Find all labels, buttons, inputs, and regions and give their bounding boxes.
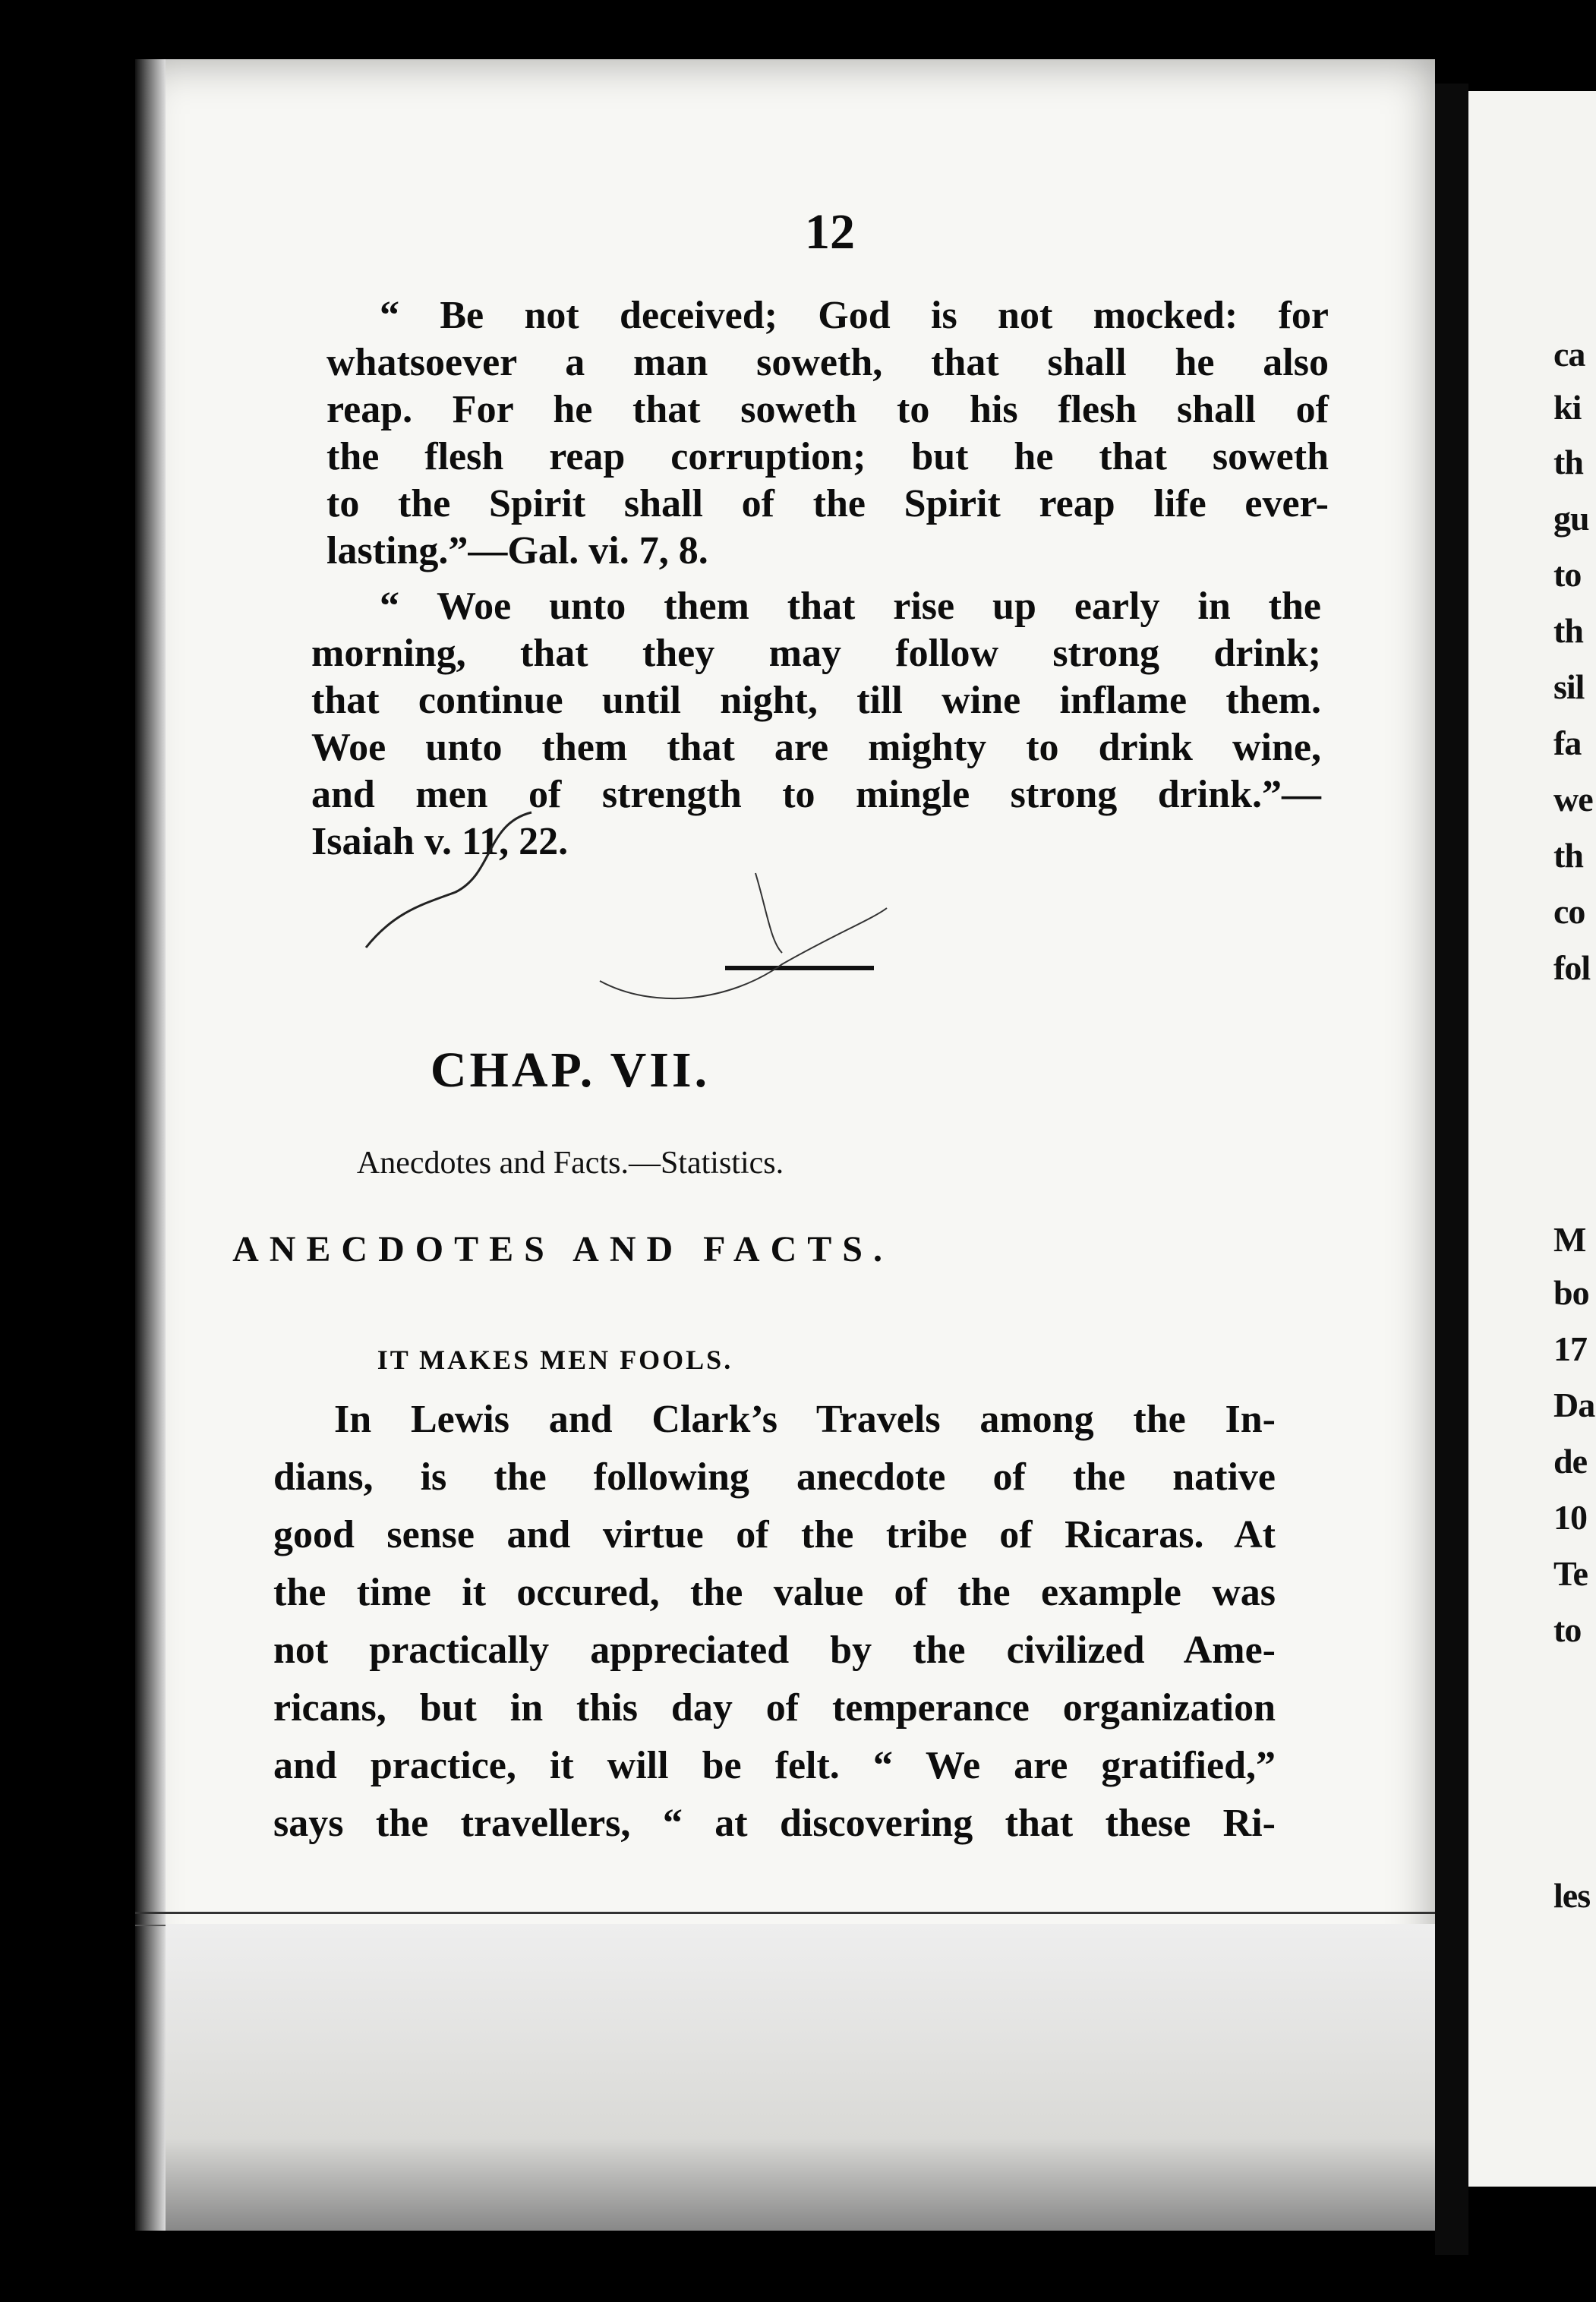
page-number: 12: [805, 204, 855, 260]
facing-page-fragment: 10: [1553, 1498, 1587, 1537]
facing-page-fragment: co: [1553, 892, 1585, 931]
facing-page-fragment: th: [1553, 443, 1583, 481]
paragraph-line: good sense and virtue of the tribe of Ricaras. At: [273, 1513, 1276, 1556]
section-divider: [725, 966, 874, 970]
paragraph-line: In Lewis and Clark’s Travels among the In-: [334, 1398, 1276, 1441]
facing-page-fragment: fol: [1553, 948, 1591, 987]
quote-line: Isaiah v. 11, 22.: [311, 820, 569, 863]
paragraph-line: says the travellers, “ at discovering that these Ri-: [273, 1802, 1276, 1845]
body-paragraph: [273, 1391, 1276, 1853]
quote-line: and men of strength to mingle strong drink.”—: [311, 773, 1321, 816]
quote-line: the flesh reap corruption; but he that soweth: [326, 435, 1329, 478]
section-heading: ANECDOTES AND FACTS.: [232, 1229, 893, 1269]
facing-page-fragment: les: [1553, 1876, 1591, 1915]
quote-line: Woe unto them that are mighty to drink wine,: [311, 726, 1321, 769]
facing-page-fragment: M: [1553, 1220, 1586, 1259]
anecdote-title: IT MAKES MEN FOOLS.: [377, 1345, 733, 1375]
quote-line: lasting.”—Gal. vi. 7, 8.: [326, 529, 708, 572]
paragraph-line: and practice, it will be felt. “ We are gratified,”: [273, 1744, 1276, 1787]
facing-page-fragment: ca: [1553, 335, 1585, 374]
quote-line: whatsoever a man soweth, that shall he also: [326, 341, 1329, 384]
facing-page-fragment: to: [1553, 1610, 1582, 1649]
facing-page-fragment: 17: [1553, 1329, 1587, 1368]
scripture-quote-isaiah: [311, 583, 1321, 866]
facing-page-fragment: we: [1553, 780, 1593, 818]
paragraph-line: not practically appreciated by the civilized Ame-: [273, 1629, 1276, 1672]
facing-page-fragment: gu: [1553, 499, 1589, 538]
quote-line: “ Woe unto them that rise up early in the: [380, 585, 1321, 628]
paragraph-line: dians, is the following anecdote of the native: [273, 1455, 1276, 1499]
paragraph-line: the time it occured, the value of the example was: [273, 1571, 1276, 1614]
facing-page-fragment: fa: [1553, 724, 1582, 762]
chapter-heading: CHAP. VII.: [430, 1042, 711, 1098]
facing-page-fragment: ki: [1553, 388, 1582, 427]
facing-page-fragment: th: [1553, 611, 1583, 650]
facing-page-fragment: to: [1553, 555, 1582, 594]
quote-line: reap. For he that soweth to his flesh shall of: [326, 388, 1329, 431]
facing-page-edge: [1468, 91, 1596, 2187]
facing-page-fragment: de: [1553, 1442, 1587, 1481]
chapter-subtitle: Anecdotes and Facts.—Statistics.: [356, 1146, 784, 1181]
paragraph-line: ricans, but in this day of temperance organization: [273, 1686, 1276, 1730]
facing-page-fragment: Da: [1553, 1386, 1595, 1424]
quote-line: morning, that they may follow strong drink;: [311, 632, 1321, 675]
book-gutter: [1435, 84, 1468, 2255]
page-margin: [166, 1924, 1435, 2231]
facing-page-fragment: Te: [1553, 1554, 1588, 1593]
facing-page-fragment: bo: [1553, 1273, 1589, 1312]
quote-line: that continue until night, till wine inflame them.: [311, 679, 1321, 722]
facing-page-fragment: sil: [1553, 667, 1585, 706]
facing-page-fragment: th: [1553, 836, 1583, 875]
quote-line: “ Be not deceived; God is not mocked: for: [380, 294, 1329, 337]
scripture-quote-galatians: [326, 292, 1329, 575]
quote-line: to the Spirit shall of the Spirit reap life ever-: [326, 482, 1329, 525]
